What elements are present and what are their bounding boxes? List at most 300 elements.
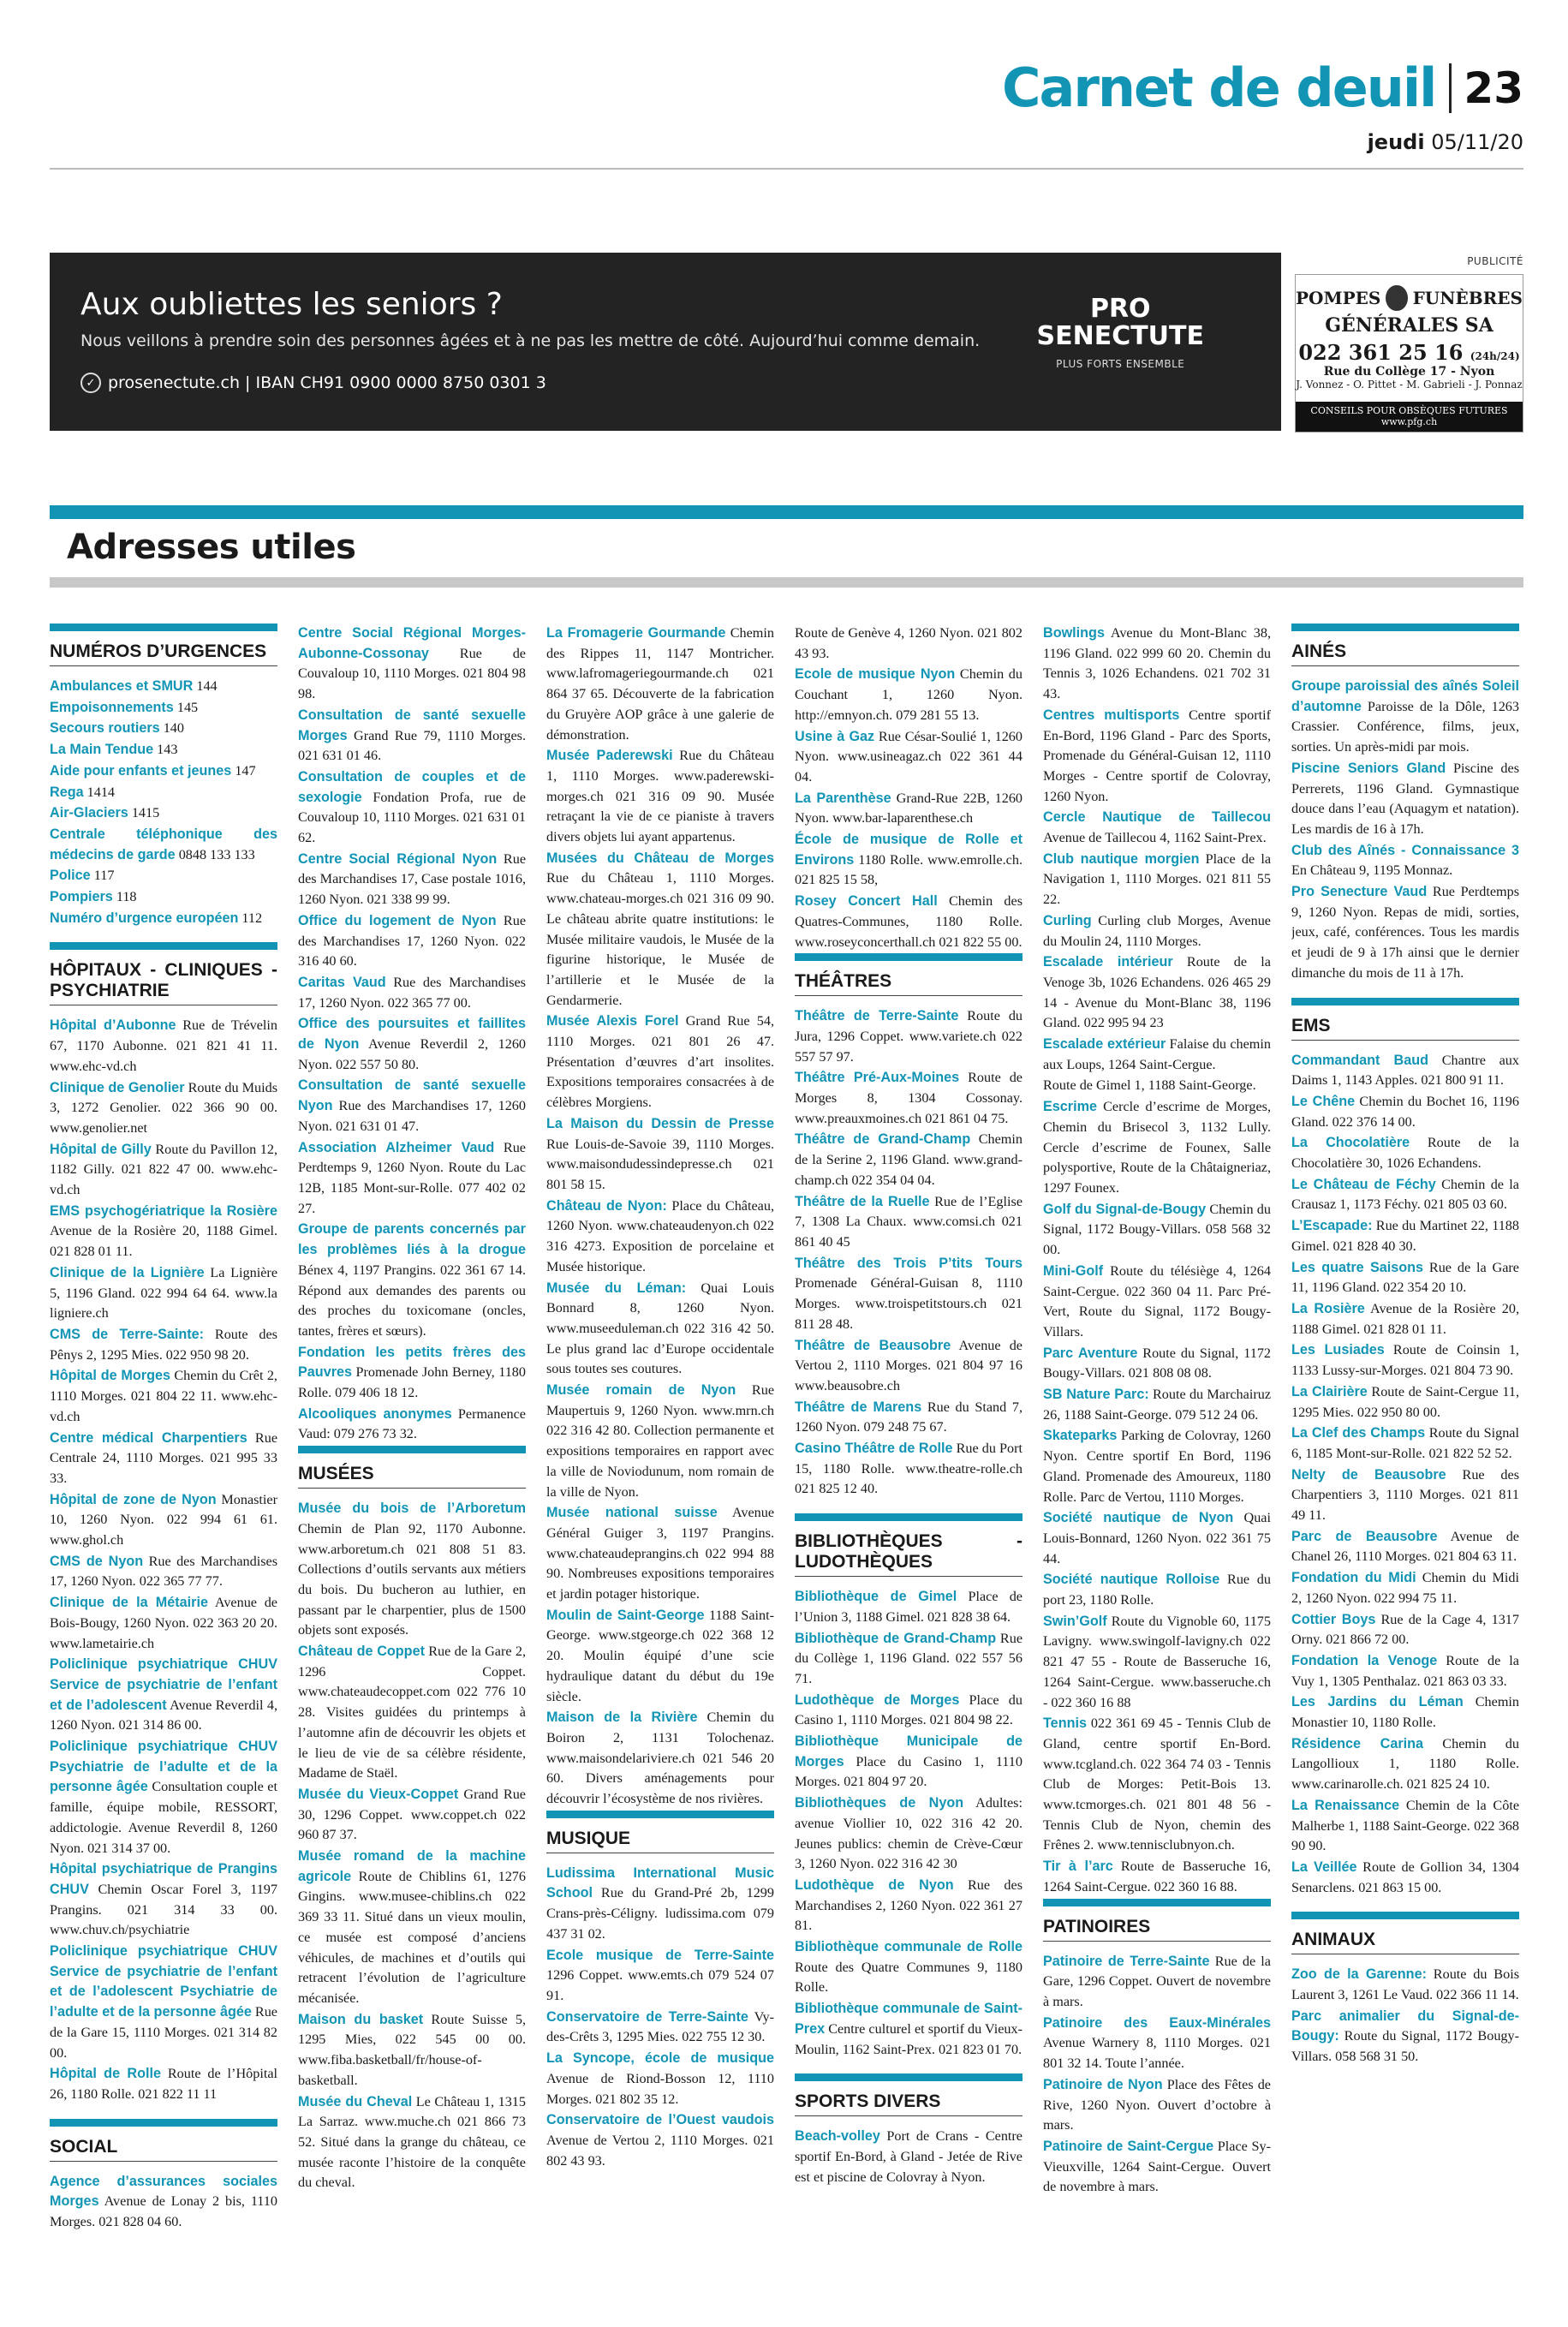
entry-details: Route du Signal, 1172 Bougy-Villars. 021 808 08 08. [1043,1345,1271,1381]
directory-entry [1291,1216,1519,1256]
directory-entry [1291,1610,1519,1650]
entry-name: Mini-Golf [1043,1262,1104,1279]
directory-entry [546,1011,774,1113]
entry-details: Rue des Marchandises 17, 1260 Nyon. 022 365 77 77. [50,1553,277,1590]
section-heading: NUMÉROS D’URGENCES [50,624,277,666]
pf-title-right: FUNÈBRES [1412,288,1523,308]
entry-name: Policlinique psychiatrique CHUV Psychiatrie de l’adulte et de la personne âgée [50,1739,277,1795]
entry-name: Aide pour enfants et jeunes [50,762,232,779]
entry-name: Conservatoire de Terre-Sainte [546,2008,748,2025]
entry-name: Patinoire de Nyon [1043,2076,1163,2092]
entry-name: Théâtre de Beausobre [795,1337,951,1353]
entry-name: Escrime [1043,1099,1097,1115]
entry-details: 0848 133 133 [175,846,255,862]
section-heading: BIBLIOTHÈQUES - LUDOTHÈQUES [795,1513,1022,1577]
directory-entry [795,1691,1022,1731]
pf-band [1296,402,1523,433]
entry-details: Route de Gimel 1, 1188 Saint-George. [1043,1077,1256,1094]
entry-name: Rosey Concert Hall [795,893,938,910]
directory-column [1291,624,1519,2302]
entry-details: Rue César-Soulié 1, 1260 Nyon. www.usineagaz.ch 022 361 44 04. [795,728,1022,785]
entry-details: 144 [193,678,218,694]
entry-name: Bibliothèques de Nyon [795,1795,964,1811]
pf-phone-number: 022 361 25 16 [1298,340,1464,365]
entry-details: Route du Vignoble 60, 1175 Lavigny. www.swingolf-lavigny.ch 022 821 47 55 - Route de Basseruche 16, 1264 Saint-Cergue. www.basseruche.ch - 022 360 16 88 [1043,1613,1271,1710]
ad-headline: Aux oubliettes les seniors ? [80,287,503,322]
directory-entry [298,2010,526,2091]
pf-names: J. Vonnez - O. Pittet - M. Gabrieli - J. Ponnaz [1296,379,1523,391]
entry-name: Société nautique Rolloise [1043,1572,1220,1588]
entry-name: L’Escapade: [1291,1218,1373,1234]
entry-name: Hôpital de Gilly [50,1141,152,1157]
masthead [1001,57,1523,154]
directory-entry [50,1140,277,1201]
entry-name: Nelty de Beausobre [1291,1466,1446,1483]
directory-entry [1043,1952,1271,2013]
entry-details: Grand Rue 30, 1296 Coppet. www.coppet.ch 022 960 87 37. [298,1786,526,1843]
entry-details: Rue du Martinet 22, 1188 Gimel. 021 828 40 30. [1291,1218,1519,1254]
directory-section [1291,1912,1519,2067]
entry-name: Air-Glaciers [50,805,128,821]
entry-details: Route du Muids 3, 1272 Genolier. 022 366 90 00. www.genolier.net [50,1079,277,1136]
directory-entry [1043,2014,1271,2074]
donate-icon: ✓ [80,373,101,393]
entry-details: 143 [153,742,178,758]
entry-name: Escalade intérieur [1043,954,1173,970]
directory-entry [50,1366,277,1427]
entry-details: Chemin du Langollioux 1, 1180 Rolle. www.carinarolle.ch. 021 825 24 10. [1291,1735,1519,1793]
directory-entry [50,909,277,929]
entry-details: Rue des Marchandises 17, Case postale 1016, 1260 Nyon. 021 338 99 99. [298,850,526,908]
directory-entry [795,1006,1022,1067]
entry-name: Clinique de la Métairie [50,1595,208,1611]
entry-name: Hôpital de zone de Nyon [50,1491,217,1507]
directory-entry [50,1593,277,1654]
entry-details: Route de la Vuy 1, 1305 Penthalaz. 021 863 03 33. [1291,1652,1519,1689]
directory-column [1043,624,1271,2302]
directory-section [795,953,1022,1500]
directory-entry [1043,1508,1271,1569]
entry-name: Tennis [1043,1715,1087,1732]
directory-entry [795,727,1022,788]
ad-label: PUBLICITÉ [1467,255,1523,267]
entry-details: Route Suisse 5, 1295 Mies, 022 545 00 00. www.fiba.basketball/fr/house-of-basketball. [298,2011,526,2088]
entry-details: Rue de la Gare 2, 1296 Coppet. www.chateaudecoppet.com 022 776 10 28. Visites guidées du printemps à l’automne afin de découvrir les objets et le lieu de vie de sa célèbre résidente, Madame de Staël. [298,1644,526,1781]
directory-entry [795,1629,1022,1690]
entry-details: Place du Casino 1, 1110 Morges. 021 804 97 20. [795,1753,1022,1790]
entry-name: Musée du Vieux-Coppet [298,1786,459,1802]
entry-details: Rue des Marchandises 2, 1260 Nyon. 022 361 27 81. [795,1877,1022,1934]
entry-name: Police [50,868,91,884]
entry-details: 1414 [83,784,116,800]
entry-details: Place Sy-Vieuxville, 1264 Saint-Cergue. Ouvert de novembre à mars. [1043,2138,1271,2195]
entry-name: Les Jardins du Léman [1291,1694,1464,1710]
entry-details: Avenue de Vertou 2, 1110 Morges. 021 804 97 16 www.beausobre.ch [795,1337,1022,1393]
entry-name: Hôpital de Morges [50,1368,170,1384]
entry-details: Avenue de Riond-Bosson 12, 1110 Morges. 021 802 35 12. [546,2070,774,2107]
entry-details: Route de Morges 8, 1304 Cossonay. www.preauxmoines.ch 021 861 04 75. [795,1070,1022,1126]
entry-name: Moulin de Saint-George [546,1607,705,1623]
entry-details: Grand-Rue 22B, 1260 Nyon. www.bar-laparenthese.ch [795,790,1022,826]
entry-details: 1180 Rolle. www.emrolle.ch. 021 825 15 58, [795,851,1022,888]
entry-name: Consultation de santé sexuelle Nyon [298,1077,526,1114]
directory-entry [50,866,277,886]
directory-entry [50,1429,277,1489]
entry-details: Route de Gollion 34, 1304 Senarclens. 021 863 15 00. [1291,1859,1519,1895]
entry-name: Centre Social Régional Morges-Aubonne-Cossonay [298,625,526,661]
entry-name: Bibliothèque communale de Rolle [795,1939,1022,1955]
directory-entry [1043,624,1271,705]
pompes-funebres-ad[interactable] [1295,274,1523,433]
directory-entry [1043,1857,1271,1897]
entry-details: Cercle d’escrime de Morges, Chemin du Brisecol 3, 1132 Lully. Cercle d’escrime de Founex, Salle polysportive, Route de la Châtaigneriaz, 1297 Founex. [1043,1099,1271,1196]
entry-details: Centre culturel et sportif du Vieux-Moulin, 1162 Saint-Prex. 021 823 01 70. [795,2020,1022,2057]
entry-details: Avenue Reverdil 4, 1260 Nyon. 021 314 86 00. [50,1697,277,1733]
entry-name: Pompiers [50,889,113,905]
entry-details: Consultation couple et famille, équipe mobile, RESSORT, addictologie. Avenue Reverdil 8, 1260 Nyon. 021 314 37 00. [50,1779,277,1856]
directory-entry [1043,1200,1271,1261]
entry-name: Patinoire de Saint-Cergue [1043,2138,1214,2154]
directory-entry [1291,1133,1519,1173]
pro-senectute-logo [1037,295,1205,370]
entry-details: Route du Signal, 1172 Bougy-Villars. 058 568 31 50. [1291,2028,1519,2065]
directory-entry [1291,677,1519,758]
directory-entry [546,1864,774,1945]
entry-name: Cercle Nautique de Taillecou [1043,809,1271,826]
entry-name: Policlinique psychiatrique CHUV Service de psychiatrie de l’enfant et de l’adolescent Psychiatrie de l’adulte et de la personne âgée [50,1943,277,2020]
directory-entry [546,1381,774,1502]
directory-entry [795,1937,1022,1998]
entry-details: 140 [159,720,184,737]
entry-details: Quai Louis Bonnard 8, 1260 Nyon. www.museeduleman.ch 022 316 42 50. Le plus grand lac d’Europe occidentale sous toutes ses coutures. [546,1280,774,1377]
ad-iban-row [80,373,546,393]
section-heading: MUSIQUE [546,1811,774,1853]
entry-details: Rue du Stand 7, 1260 Nyon. 079 248 75 67. [795,1399,1022,1435]
entry-name: Bowlings [1043,625,1105,641]
entry-name: Zoo de la Garenne: [1291,1966,1427,1983]
pf-address: Rue du Collège 17 - Nyon [1323,365,1495,379]
directory-entry [298,1785,526,1846]
entry-name: Ecole musique de Terre-Sainte [546,1947,774,1963]
logo-line-2: SENECTUTE [1036,320,1204,351]
entry-name: Les Lusiades [1291,1342,1385,1358]
entry-details: 022 361 69 45 - Tennis Club de Gland, centre sportif En-Bord. www.tcgland.ch. 022 364 74 03 - Tennis Club de Morges: Petit-Bois 13. www.tcmorges.ch. 021 801 48 56 - Tennis Club de Nyon, chemin des Frênes 2. www.tennisclubnyon.ch. [1043,1715,1271,1853]
entry-name: Skateparks [1043,1428,1118,1444]
directory-entry [50,1202,277,1262]
entry-name: Consultation de santé sexuelle Morges [298,707,526,743]
entry-name: La Renaissance [1291,1797,1400,1813]
entry-details: Grand Rue 79, 1110 Morges. 021 631 01 46. [298,727,526,764]
directory-entry [1291,841,1519,881]
entry-name: Musée Alexis Forel [546,1013,679,1029]
entry-details: 1188 Saint-George. www.stgeorge.ch 022 368 12 20. Moulin équipé d’une scie hydraulique datant du début du 19e siècle. [546,1607,774,1704]
directory-entry [50,677,277,697]
entry-details: Permanence Vaud: 079 276 73 32. [298,1405,526,1442]
entry-name: Ecole de musique Nyon [795,666,956,683]
directory-entry [795,789,1022,829]
entry-name: Château de Coppet [298,1644,425,1660]
directory-entry [50,1490,277,1551]
directory-section [795,2073,1022,2187]
entry-details: Rue de Couvaloup 10, 1110 Morges. 021 804 98 98. [298,645,526,702]
directory-entry [795,1999,1022,2060]
entry-name: Musée national suisse [546,1505,718,1521]
entry-details: Rue de la Cage 4, 1317 Orny. 021 866 72 00. [1291,1611,1519,1648]
entry-details: 117 [90,868,115,884]
directory-entry [546,1606,774,1708]
entry-name: Casino Théâtre de Rolle [795,1441,953,1457]
entry-details: Place du Château, 1260 Nyon. www.chateaudenyon.ch 022 316 4273. Exposition de porcelaine et Musée historique. [546,1197,774,1274]
entry-details: Route du Marchairuz 26, 1188 Saint-George. 079 512 24 06. [1043,1387,1271,1423]
entry-details: Route de Genève 4, 1260 Nyon. 021 802 43 93. [795,625,1022,661]
entry-name: Swin’Golf [1043,1613,1107,1629]
entry-details: Chantre aux Daims 1, 1143 Apples. 021 800 91 11. [1291,1052,1519,1089]
entry-name: Numéro d’urgence européen [50,910,239,926]
directory-entry [50,2064,277,2104]
section-heading: ANIMAUX [1291,1912,1519,1954]
entry-details: Route de la Venoge 3b, 1026 Echandens. 026 465 29 14 - Avenue du Mont-Blanc 38, 1196 Gland. 022 995 94 23 [1043,954,1271,1031]
directory-entry [298,1014,526,1075]
entry-name: Cottier Boys [1291,1611,1376,1627]
directory-column [795,624,1022,2302]
directory-entry [298,973,526,1013]
entry-details: Rue des Charpentiers 3, 1110 Morges. 021 811 49 11. [1291,1466,1519,1524]
entry-name: La Veillée [1291,1859,1357,1875]
entry-details: Paroisse de la Dôle, 1263 Crassier. Conférence, films, jeux, sorties. Un après-midi par mois. [1291,698,1519,755]
entry-details: Promenade Général-Guisan 8, 1110 Morges. www.troispetitstours.ch 021 811 28 48. [795,1275,1022,1332]
entry-details: Chemin des Rippes 11, 1147 Montricher. www.lafromageriegourmande.ch 021 864 37 65. Découverte de la fabrication du Gruyère AOP grâce à une galerie de démonstration. [546,625,774,743]
entry-name: Empoisonnements [50,699,174,715]
directory-entry [1043,952,1271,1034]
directory-entry [1043,850,1271,910]
entry-details: Rue de la Gare 15, 1110 Morges. 021 314 82 00. [50,2004,277,2061]
entry-name: Les quatre Saisons [1291,1259,1424,1275]
logo-line-1: PRO [1089,294,1151,324]
directory-entry [546,1114,774,1196]
directory-entry [1291,1340,1519,1381]
entry-details: Chemin du Signal, 1172 Bougy-Villars. 058 568 32 00. [1043,1201,1271,1258]
entry-details: Route des Quatre Communes 9, 1180 Rolle. [795,1959,1022,1996]
ad-iban: prosenectute.ch | IBAN CH91 0900 0000 8750 0301 3 [108,373,546,392]
entry-name: Maison du basket [298,2011,424,2027]
entry-name: Patinoire de Terre-Sainte [1043,1953,1210,1969]
entry-name: Clinique de Genolier [50,1079,185,1095]
directory-entry [298,2092,526,2194]
entry-name: Résidence Carina [1291,1735,1424,1751]
entry-details: 147 [231,762,256,779]
entry-name: SB Nature Parc: [1043,1387,1149,1403]
entry-details: Rue de l’Eglise 7, 1308 La Chaux. www.comsi.ch 021 861 40 45 [795,1193,1022,1250]
entry-name: École de musique de Rolle et Environs [795,832,1022,868]
entry-details: Avenue Reverdil 2, 1260 Nyon. 022 557 50 80. [298,1036,526,1072]
directory-entry [50,761,277,782]
directory-entry [1043,1426,1271,1507]
entry-name: Beach-volley [795,2128,880,2145]
entry-name: Théâtre de Marens [795,1399,922,1415]
entry-name: La Clef des Champs [1291,1425,1426,1441]
entry-details: Route de l’Hôpital 26, 1180 Rolle. 021 822 11 11 [50,2066,277,2102]
directory-entry [298,1138,526,1220]
directory-section [50,942,277,2104]
directory-entry [50,1859,277,1941]
entry-details: Rue des Marchandises 17, 1260 Nyon. 022 365 77 00. [298,974,526,1011]
entry-name: Office des poursuites et faillites de Nyon [298,1016,526,1053]
entry-name: Tir à l’arc [1043,1859,1113,1875]
entry-details: 1415 [128,805,160,821]
entry-details: Place de l’Union 3, 1188 Gimel. 021 828 38 64. [795,1589,1022,1625]
directory-entry [50,1942,277,2063]
directory-entry [1291,1092,1519,1132]
entry-name: La Fromagerie Gourmande [546,625,726,641]
entry-details: Route du Bois Laurent 3, 1261 Le Vaud. 022 366 11 14. [1291,1966,1519,2003]
pro-senectute-ad[interactable] [50,253,1281,431]
entry-name: Bibliothèque de Grand-Champ [795,1630,997,1646]
section-heading: HÔPITAUX - CLINIQUES - PSYCHIATRIE [50,942,277,1005]
entry-details: Chemin Oscar Forel 3, 1197 Prangins. 021 314 33 00. www.chuv.ch/psychiatrie [50,1881,277,1938]
directory-entry [1291,1258,1519,1298]
directory-entry [1043,1262,1271,1343]
entry-details: Rue Perdtemps 9, 1260 Nyon. Route du Lac 12B, 1185 Mont-sur-Rolle. 077 402 02 27. [298,1139,526,1216]
entry-details: Rue Maupertuis 9, 1260 Nyon. www.mrn.ch 022 316 42 80. Collection permanente et expositions temporaires en rapport avec la ville de Noviodunum, nom romain de la ville de Nyon. [546,1382,774,1500]
entry-details: Chemin du Bochet 16, 1196 Gland. 022 376 14 00. [1291,1093,1519,1130]
directory-entry [298,1405,526,1445]
section-heading: THÉÂTRES [795,953,1022,996]
entry-name: Parc Aventure [1043,1345,1138,1361]
entry-details: Piscine des Perrerets, 1196 Gland. Gymnastique douce dans l’eau (Aquagym et natation). Les mardis de 16 à 17h. [1291,760,1519,837]
logo-tagline: PLUS FORTS ENSEMBLE [1056,358,1185,370]
directory-entry [1291,1858,1519,1898]
entry-details: Avenue du Mont-Blanc 38, 1196 Gland. 022 999 60 20. Chemin du Tennis 3, 1026 Echandens. 021 702 31 43. [1043,625,1271,702]
entry-details: Port de Crans - Centre sportif En-Bord, à Gland - Jetée de Rive est et piscine de Colovray à Nyon. [795,2128,1022,2185]
directory-columns [50,624,1523,2302]
directory-entry [50,2172,277,2233]
entry-name: Association Alzheimer Vaud [298,1139,495,1155]
entry-details: Grand Rue 54, 1110 Morges. 021 801 26 47. Présentation d’œuvres d’art insolites. Expositions temporaires consacrées à de célèbres Morgiens. [546,1013,774,1111]
entry-name: La Maison du Dessin de Presse [546,1115,774,1131]
entry-name: Le Chêne [1291,1093,1356,1109]
entry-name: Musée Paderewski [546,748,673,764]
directory-entry [546,2110,774,2171]
entry-details: Rue du Port 15, 1180 Rolle. www.theatre-rolle.ch 021 825 12 40. [795,1441,1022,1497]
directory-entry [50,698,277,719]
entry-name: Centre médical Charpentiers [50,1429,247,1446]
entry-name: Musées du Château de Morges [546,850,774,866]
directory-entry [298,767,526,849]
entry-name: La Main Tendue [50,742,154,758]
entry-details: Route de la Chocolatière 30, 1026 Echandens. [1291,1135,1519,1172]
directory-entry [50,1078,277,1139]
entry-name: CMS de Terre-Sainte: [50,1326,205,1342]
directory-entry [546,849,774,1011]
entry-details: Chemin de la Serine 2, 1196 Gland. www.grand-champ.ch 022 354 04 04. [795,1131,1022,1188]
entry-name: Société nautique de Nyon [1043,1510,1234,1526]
publication-date-value: 05/11/20 [1431,130,1523,154]
directory-entry [1043,1570,1271,1610]
directory-entry [1043,1385,1271,1425]
entry-name: Clinique de la Lignière [50,1264,205,1280]
directory-section [546,1811,774,2172]
directory-continuation [1043,624,1271,1898]
directory-entry [298,1847,526,2009]
section-heading: EMS [1291,998,1519,1041]
entry-details: Fondation Profa, rue de Couvaloup 10, 1110 Morges. 021 631 01 62. [298,789,526,846]
entry-details: 112 [238,910,263,926]
entry-details: Avenue de la Rosière 20, 1188 Gimel. 021 828 01 11. [1291,1300,1519,1337]
directory-entry [1291,1382,1519,1423]
entry-details: Route du Jura, 1296 Coppet. www.variete.ch 022 557 57 97. [795,1008,1022,1065]
directory-entry [50,1016,277,1077]
entry-name: Centre Social Régional Nyon [298,850,498,867]
entry-name: La Syncope, école de musique [546,2050,774,2067]
directory-entry [50,719,277,739]
entry-details: Place des Fêtes de Rive, 1260 Nyon. Ouvert d’octobre à mars. [1043,2076,1271,2133]
entry-details: Avenue de Bois-Bougy, 1260 Nyon. 022 363 20 20. www.lametairie.ch [50,1595,277,1651]
entry-details: Curling club Morges, Avenue du Moulin 24, 1110 Morges. [1043,912,1271,949]
entry-name: Club des Aînés - Connaissance 3 [1291,842,1519,858]
directory-entry [1043,706,1271,808]
entry-name: Golf du Signal-de-Bougy [1043,1201,1207,1217]
entry-details: Avenue de Chanel 26, 1110 Morges. 021 804 63 11. [1291,1528,1519,1565]
entry-details: Route de Basseruche 16, 1264 Saint-Cergue. 022 360 16 88. [1043,1859,1271,1894]
entry-details: Route de Coinsin 1, 1133 Lussy-sur-Morges. 021 804 73 90. [1291,1342,1519,1379]
directory-entry [795,1192,1022,1253]
entry-details: 145 [173,699,199,715]
entry-details: Rue des Marchandises 17, 1260 Nyon. 022 316 40 60. [298,912,526,970]
directory-entry [50,1737,277,1859]
entry-name: Fondation du Midi [1291,1570,1416,1586]
entry-details: Route de Saint-Cergue 11, 1295 Mies. 022 950 80 00. [1291,1383,1519,1420]
directory-section [1291,998,1519,1899]
pf-phone [1296,340,1523,365]
entry-details: 118 [112,889,137,905]
directory-entry [1291,882,1519,984]
entry-name: Fondation les petits frères des Pauvres [298,1344,526,1381]
publication-day: jeudi [1367,130,1425,154]
section-heading: SPORTS DIVERS [795,2073,1022,2116]
entry-name: Usine à Gaz [795,728,875,744]
entry-details: Avenue Général Guiger 3, 1197 Prangins. www.chateaudeprangins.ch 022 994 88 90. Nombreuses expositions temporaires et jardin potager historique. [546,1505,774,1602]
entry-name: Secours routiers [50,720,160,737]
entry-details: Chemin des Quatres-Communes, 1180 Rolle. www.roseyconcerthall.ch 021 822 55 00. [795,893,1022,950]
directory-section [298,1446,526,2193]
entry-name: La Clairière [1291,1383,1368,1399]
directory-entry [50,887,277,908]
directory-entry [1043,1612,1271,1714]
directory-entry [1291,1527,1519,1567]
entry-details: Rue du Collège 1, 1196 Gland. 022 557 56 71. [795,1630,1022,1686]
directory-entry [1291,1796,1519,1857]
entry-name: Office du logement de Nyon [298,912,497,928]
entry-details: En Château 9, 1195 Monnaz. [1291,862,1453,879]
directory-section [1291,624,1519,984]
directory-entry [546,2049,774,2109]
directory-section [795,1513,1022,2060]
entry-details: Place de la Navigation 1, 1110 Morges. 021 811 55 22. [1043,850,1271,908]
entry-name: Pro Senecture Vaud [1291,884,1428,900]
entry-details: Rue des Marchandises 17, 1260 Nyon. 021 631 01 47. [298,1098,526,1134]
directory-section [50,624,277,928]
entry-name: Curling [1043,912,1092,928]
entry-details: Chemin de la Côte Malherbe 1, 1188 Saint-George. 022 368 90 90. [1291,1797,1519,1854]
entry-details: Promenade John Berney, 1180 Rolle. 079 406 18 12. [298,1364,526,1401]
section-title: Carnet de deuil [1001,57,1436,119]
entry-details: Centre sportif En-Bord, 1196 Gland - Parc des Sports, Promenade du Général-Guisan 12, 1110 Morges - Centre sportif de Colovray, 1260 Nyon. [1043,707,1271,804]
entry-name: La Rosière [1291,1300,1365,1316]
entry-name: Club nautique morgien [1043,850,1200,867]
directory-entry [795,1732,1022,1793]
directory-entry [298,1642,526,1784]
entry-name: Théâtre de Terre-Sainte [795,1008,959,1024]
